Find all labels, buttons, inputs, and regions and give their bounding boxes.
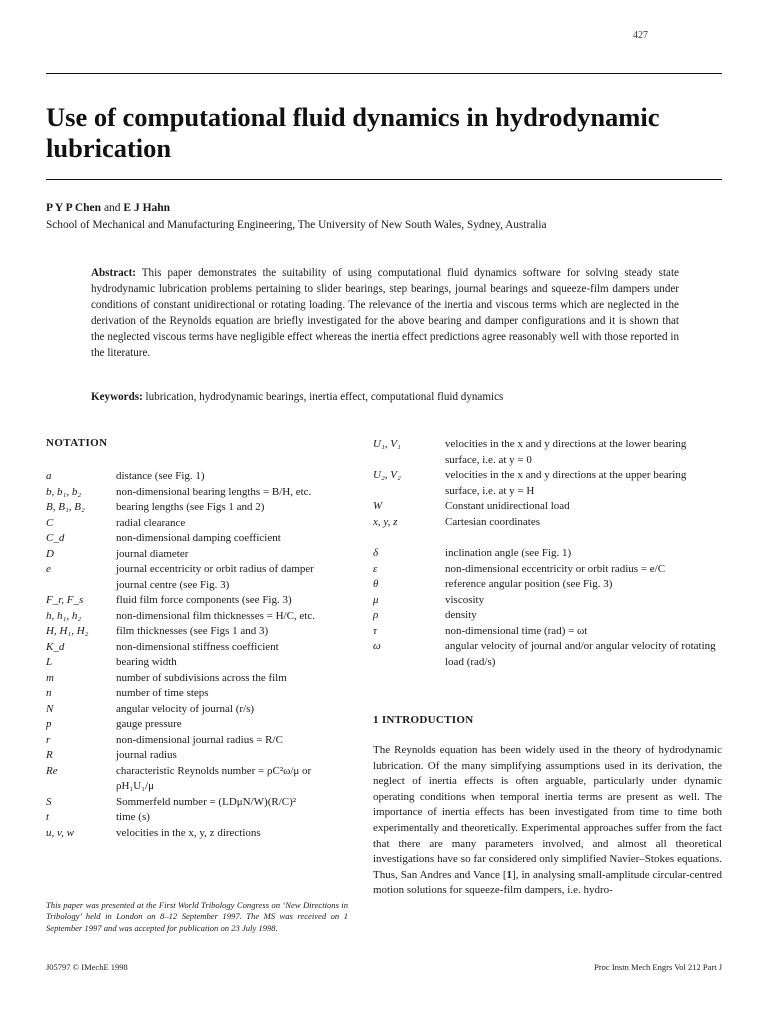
intro-text-part-1: The Reynolds equation has been widely used in the theory of hydrodynamic lubrication. Of the many simplifying assumptions used in its derivation, the neglect of inertia effects is often arguable, particularly under dynamic operating conditions when temporal inertia terms are present as well. The importance of inertia effects has been investigated from time to time both experimentally and theoretically. Experimental approaches suffer from the fact that there are many parameters involved, and almost all theoretical investigations have so far considered only simplified Navier–Stokes equations. Thus, San Andres and Vance [ <box>373 744 722 881</box>
notation-definition: Constant unidirectional load <box>445 500 570 512</box>
section-heading-introduction: 1 INTRODUCTION <box>373 714 474 726</box>
notation-row <box>46 469 338 485</box>
notation-row <box>46 671 338 687</box>
abstract-label: Abstract: <box>91 267 136 279</box>
notation-symbol: ω <box>373 640 381 652</box>
notation-definition: journal radius <box>116 749 177 761</box>
introduction-paragraph <box>373 743 722 899</box>
notation-table-left <box>46 469 338 841</box>
footer-copyright: J05797 © IMechE 1998 <box>46 962 128 972</box>
notation-symbol: C <box>46 516 54 529</box>
notation-definition: non-dimensional film thicknesses = H/C, etc. <box>116 609 315 622</box>
notation-row <box>46 764 338 795</box>
notation-symbol: h, h₁, h₂ <box>46 609 82 622</box>
abstract-text: This paper demonstrates the suitability of using computational fluid dynamics software for solving steady state hydrodynamic lubrication problems pertaining to slider bearings, step bearings, journal bearings and squeeze-film dampers under conditions of constant unidirectional or rotating loading. The relevance of the inertia and viscous terms which are neglected in the derivation of the Reynolds equation are briefly investigated for the above bearing and damper configurations and it is shown that the neglected viscous terms have negligible effect whereas the inertia effect predictions agree reasonably well with those reported in the literature. <box>91 267 679 359</box>
notation-definition: velocities in the x and y directions at the lower bearing surface, i.e. at y = 0 <box>445 438 687 466</box>
abstract <box>91 265 679 361</box>
notation-row <box>46 748 338 764</box>
notation-symbol: t <box>46 811 50 823</box>
notation-row <box>46 640 338 656</box>
notation-symbol: θ <box>373 578 379 590</box>
notation-row <box>46 516 338 532</box>
keywords-label: Keywords: <box>91 391 143 403</box>
notation-symbol: δ <box>373 547 379 559</box>
author-1: P Y P Chen <box>46 202 102 214</box>
notation-row <box>46 531 338 547</box>
notation-definition: viscosity <box>445 593 485 606</box>
notation-row <box>373 468 723 499</box>
notation-symbol: r <box>46 733 51 746</box>
notation-definition: journal eccentricity or orbit radius of damper journal centre (see Fig. 3) <box>116 563 314 591</box>
authors <box>46 202 170 214</box>
notation-symbol: n <box>46 687 52 699</box>
notation-definition: journal diameter <box>116 547 189 560</box>
notation-symbol: K_d <box>46 640 65 653</box>
notation-symbol: p <box>46 718 52 730</box>
notation-definition: film thicknesses (see Figs 1 and 3) <box>116 625 269 637</box>
notation-symbol: τ <box>373 624 377 637</box>
notation-row <box>46 547 338 563</box>
notation-row <box>373 437 723 468</box>
notation-definition: number of subdivisions across the film <box>116 671 287 684</box>
author-2: E J Hahn <box>123 202 171 214</box>
notation-row <box>373 639 723 670</box>
notation-definition: Cartesian coordinates <box>445 515 540 528</box>
notation-definition: velocities in the x and y directions at the upper bearing surface, i.e. at y = H <box>445 469 687 497</box>
notation-row <box>46 826 338 842</box>
notation-symbol: L <box>46 656 53 668</box>
notation-symbol: B, B₁, B₂ <box>46 501 85 513</box>
notation-definition: gauge pressure <box>116 718 182 730</box>
notation-definition: non-dimensional damping coefficient <box>116 532 281 544</box>
notation-definition: angular velocity of journal (r/s) <box>116 702 255 715</box>
intro-text-part-2: ], in analysing small-amplitude circular-centred motion solutions for squeeze-film dampers, i.e. hydro- <box>373 868 722 897</box>
notation-definition: reference angular position (see Fig. 3) <box>445 578 613 590</box>
notation-symbol: F_r, F_s <box>46 594 84 606</box>
notation-definition: inclination angle (see Fig. 1) <box>445 547 572 559</box>
citation-ref: 1 <box>506 868 513 881</box>
notation-symbol: U₁, V₁ <box>373 438 401 450</box>
notation-row <box>373 577 723 593</box>
notation-row <box>46 609 338 625</box>
notation-symbol: ε <box>373 562 378 575</box>
notation-definition: bearing width <box>116 656 177 668</box>
notation-symbol: R <box>46 749 53 761</box>
notation-definition: non-dimensional eccentricity or orbit radius = e/C <box>445 562 666 575</box>
notation-definition: distance (see Fig. 1) <box>116 470 205 482</box>
notation-definition: time (s) <box>116 811 150 823</box>
notation-definition: non-dimensional bearing lengths = B/H, etc. <box>116 485 312 498</box>
notation-definition: angular velocity of journal and/or angular velocity of rotating load (rad/s) <box>445 640 716 668</box>
footnote: This paper was presented at the First World Tribology Congress on ‘New Directions in Tribology’ held in London on 8–12 September 1997. The MS was received on 1 September 1997 and was accepted for publication on 23 July 1998. <box>46 900 348 933</box>
top-rule <box>46 73 722 74</box>
notation-table-right-latin <box>373 437 723 530</box>
authors-conjunction: and <box>101 202 124 214</box>
notation-row <box>46 702 338 718</box>
notation-symbol: W <box>373 500 383 512</box>
footer-journal: Proc Instn Mech Engrs Vol 212 Part J <box>594 962 722 972</box>
notation-symbol: S <box>46 795 52 808</box>
notation-heading: NOTATION <box>46 437 108 449</box>
notation-symbol: D <box>46 547 54 560</box>
notation-symbol: e <box>46 563 51 575</box>
notation-row <box>46 500 338 516</box>
notation-row <box>373 562 723 578</box>
notation-row <box>46 485 338 501</box>
notation-symbol: C_d <box>46 532 65 544</box>
notation-symbol: x, y, z <box>373 515 398 528</box>
notation-definition: density <box>445 609 477 621</box>
notation-row <box>46 686 338 702</box>
notation-symbol: μ <box>373 593 379 606</box>
notation-row <box>46 655 338 671</box>
keywords <box>91 389 679 405</box>
keywords-text: lubrication, hydrodynamic bearings, inertia effect, computational fluid dynamics <box>142 391 504 403</box>
article-title: Use of computational fluid dynamics in hydrodynamic lubrication <box>46 102 660 163</box>
notation-symbol: ρ <box>373 609 379 621</box>
notation-symbol: b, b₁, b₂ <box>46 485 82 498</box>
notation-definition: bearing lengths (see Figs 1 and 2) <box>116 501 265 513</box>
notation-definition: velocities in the x, y, z directions <box>116 826 261 839</box>
notation-row <box>46 562 338 593</box>
affiliation: School of Mechanical and Manufacturing Engineering, The University of New South Wales, Sydney, Australia <box>46 219 547 231</box>
notation-row <box>373 499 723 515</box>
notation-definition: non-dimensional journal radius = R/C <box>116 733 283 746</box>
notation-definition: characteristic Reynolds number = ρC²ω/μ or ρH₁U₁/μ <box>116 764 312 792</box>
title-rule <box>46 179 722 180</box>
notation-row <box>46 795 338 811</box>
notation-symbol: u, v, w <box>46 826 74 839</box>
notation-definition: non-dimensional time (rad) = ωt <box>445 624 588 637</box>
notation-definition: non-dimensional stiffness coefficient <box>116 640 279 653</box>
notation-table-right-greek <box>373 546 723 670</box>
notation-symbol: Re <box>46 764 58 777</box>
notation-row <box>373 593 723 609</box>
notation-row <box>373 515 723 531</box>
notation-definition: number of time steps <box>116 687 209 699</box>
notation-definition: Sommerfeld number = (LDμN/W)(R/C)² <box>116 795 297 808</box>
notation-symbol: m <box>46 671 54 684</box>
notation-row <box>46 593 338 609</box>
notation-row <box>46 717 338 733</box>
notation-symbol: U₂, V₂ <box>373 469 401 481</box>
notation-symbol: a <box>46 470 52 482</box>
notation-row <box>373 546 723 562</box>
page-number: 427 <box>633 30 648 41</box>
notation-symbol: N <box>46 702 54 715</box>
notation-definition: radial clearance <box>116 516 186 529</box>
notation-row <box>46 624 338 640</box>
notation-row <box>373 608 723 624</box>
notation-definition: fluid film force components (see Fig. 3) <box>116 594 292 606</box>
notation-row <box>46 733 338 749</box>
notation-row <box>46 810 338 826</box>
notation-symbol: H, H₁, H₂ <box>46 625 89 637</box>
notation-row <box>373 624 723 640</box>
